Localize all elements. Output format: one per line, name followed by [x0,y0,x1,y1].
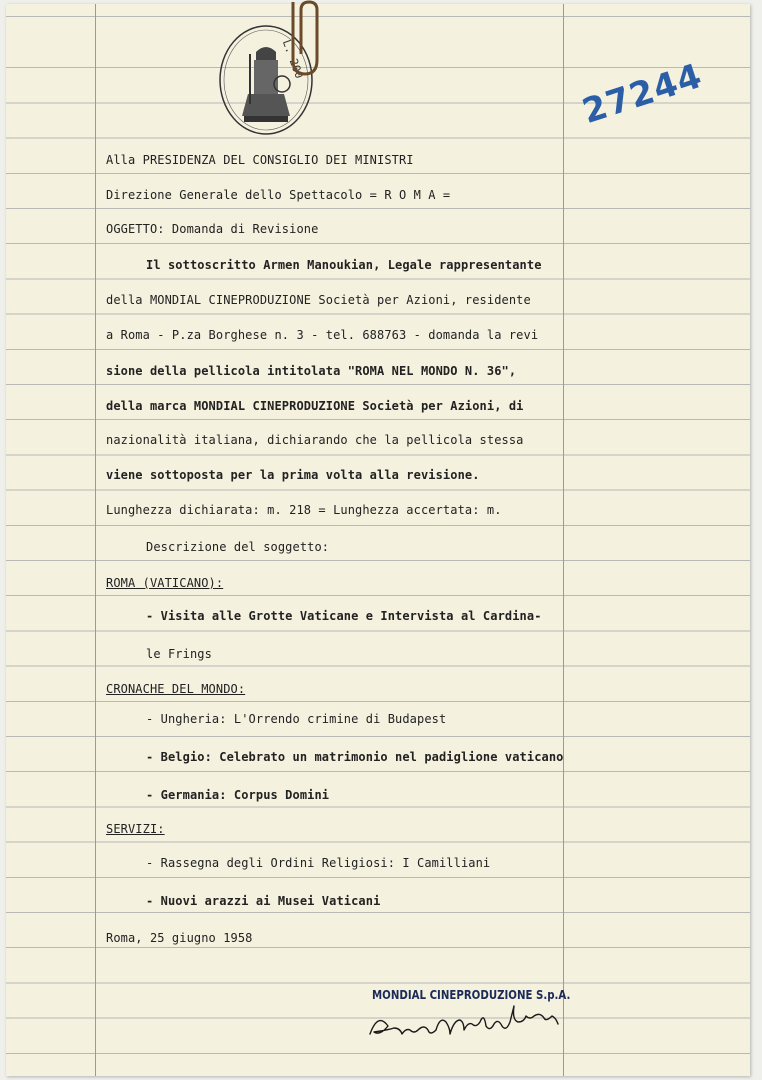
body-line-6: nazionalità italiana, dichiarando che la pellicola stessa [106,433,524,447]
body-line-1: Il sottoscritto Armen Manoukian, Legale rappresentante [146,258,542,272]
body-line-3: a Roma - P.za Borghese n. 3 - tel. 688763 - domanda la revi [106,328,539,342]
section-heading-cronache: CRONACHE DEL MONDO: [106,682,246,696]
item-ungheria: - Ungheria: L'Orrendo crimine di Budapest [146,712,447,726]
company-stamp: MONDIAL CINEPRODUZIONE S.p.A. [372,988,571,1002]
section-heading-roma: ROMA (VATICANO): [106,576,224,590]
body-line-7: viene sottoposta per la prima volta alla revisione. [106,468,480,482]
stamp-value: L. 200 [279,38,306,81]
registration-number-stamp: 27244 [577,55,708,132]
item-germania: - Germania: Corpus Domini [146,788,330,802]
department-line: Direzione Generale dello Spettacolo = R O M A = [106,188,451,202]
item-grotte-vaticane: - Visita alle Grotte Vaticane e Intervista al Cardina- [146,609,542,623]
item-belgio: - Belgio: Celebrato un matrimonio nel padiglione vaticano [146,750,564,764]
handwritten-signature [364,1000,594,1050]
body-line-2: della MONDIAL CINEPRODUZIONE Società per Azioni, residente [106,293,531,307]
right-margin-rule [563,4,564,1076]
item-ordini-religiosi: - Rassegna degli Ordini Religiosi: I Camilliani [146,856,491,870]
subject-line: OGGETTO: Domanda di Revisione [106,222,319,236]
left-margin-rule [95,4,96,1076]
body-line-5: della marca MONDIAL CINEPRODUZIONE Società per Azioni, di [106,399,524,413]
date-line: Roma, 25 giugno 1958 [106,931,253,945]
addressee-line: Alla PRESIDENZA DEL CONSIGLIO DEI MINISTRI [106,153,414,167]
item-arazzi: - Nuovi arazzi ai Musei Vaticani [146,894,381,908]
description-heading: Descrizione del soggetto: [146,540,330,554]
body-line-4: sione della pellicola intitolata "ROMA NEL MONDO N. 36", [106,364,517,378]
length-line: Lunghezza dichiarata: m. 218 = Lunghezza accertata: m. [106,503,502,517]
item-grotte-vaticane-cont: le Frings [146,647,212,661]
paper-clip-icon [283,0,319,80]
section-heading-servizi: SERVIZI: [106,822,165,836]
